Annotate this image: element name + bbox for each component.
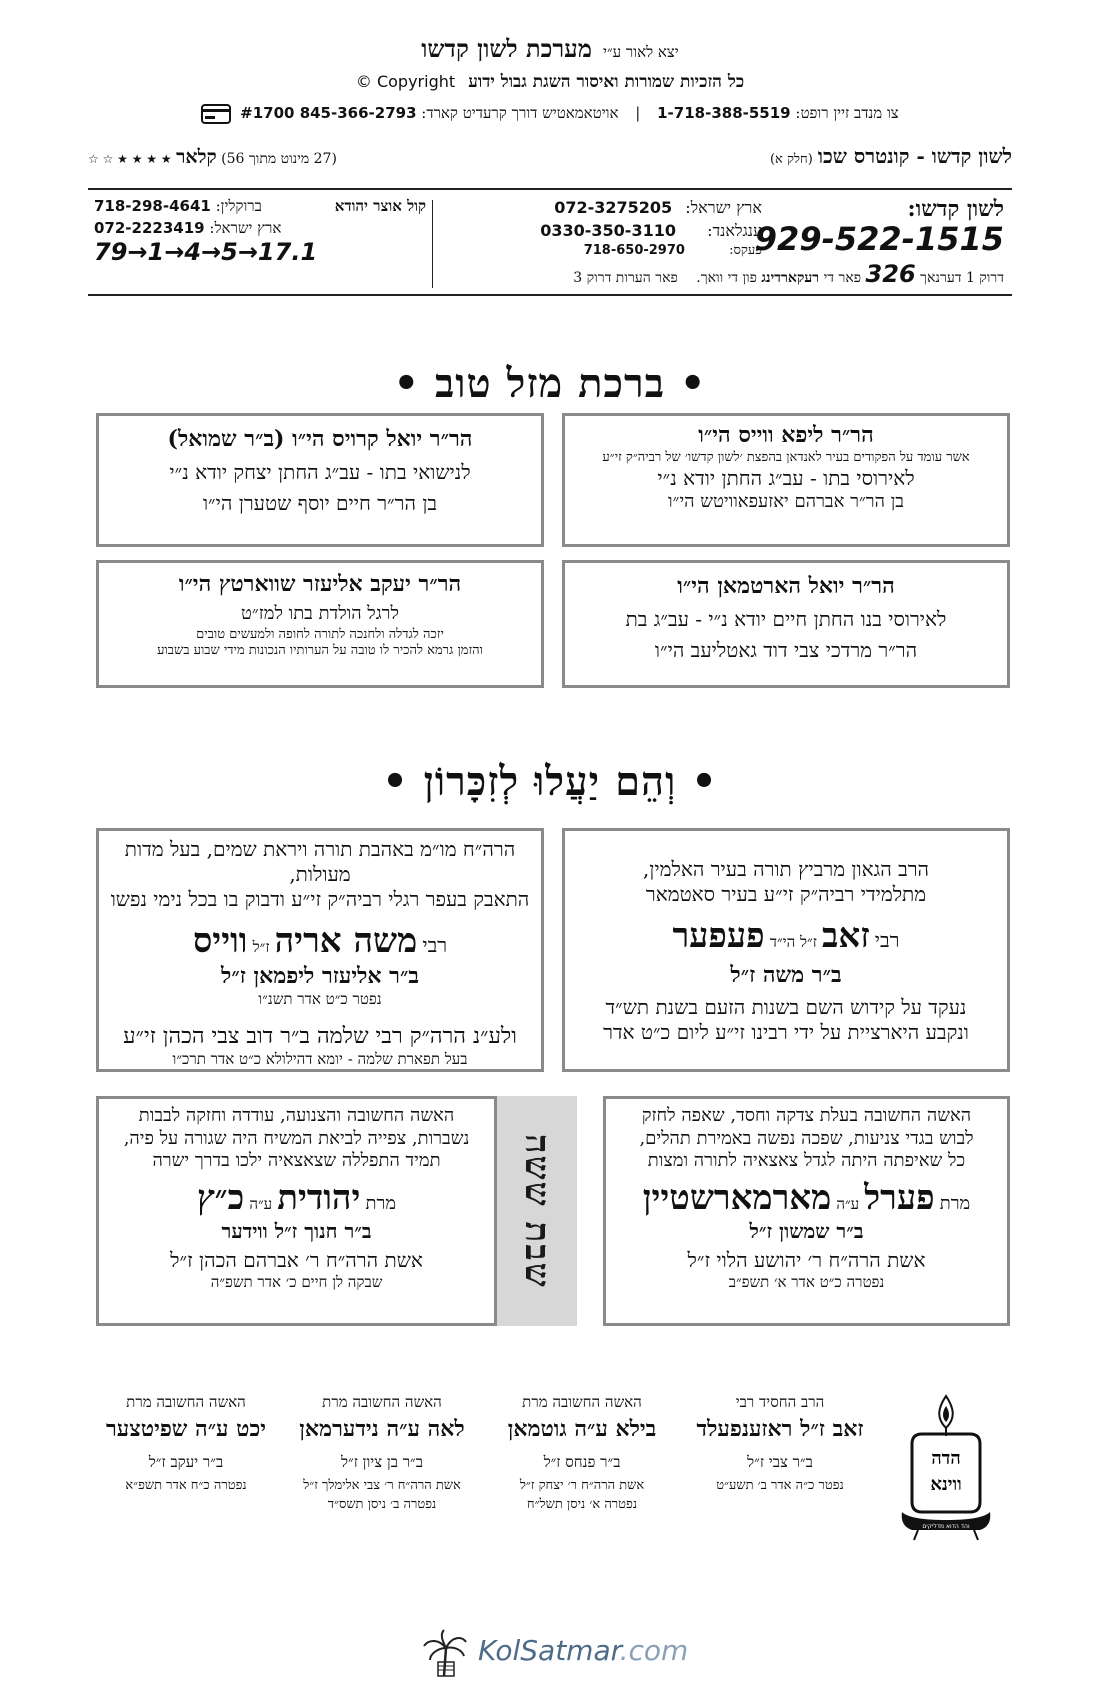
memorial-2-title: רבי	[422, 933, 448, 957]
mini-2-father: ב״ר פנחס ז״ל	[543, 1452, 621, 1471]
regional-numbers	[512, 196, 762, 261]
mini-2-husband: אשת הרה״ח ר׳ יצחק ז״ל	[519, 1478, 645, 1494]
memorial-1-name-line	[565, 915, 1007, 958]
memorial-1-line-6: ונקבע היארציית על ידי רבינו זי״ע ליום כ״ט אדר	[603, 1020, 969, 1044]
header-line-2	[80, 72, 1020, 92]
memorial-1-title: רבי	[874, 928, 900, 952]
duration-label: מינוט מתוך	[248, 151, 310, 167]
palm-tree-icon	[420, 1628, 470, 1678]
mini-1-date: נפטר כ״ה אדר ב׳ תשע״ט	[716, 1478, 844, 1494]
memorial-2-honorific: ז״ל	[252, 938, 270, 956]
memorial-2-father: ב״ר אליעזר ליפמאן ז״ל	[221, 962, 419, 989]
footer-brand-name: KolSatmar	[478, 1634, 620, 1667]
mazal-box-4-thanks: והזמן גרמא להכיר לו טובה על הערותיו הנכונות מידי שבוע בשבוע	[157, 643, 483, 659]
memorial-3-line-1: האשה החשובה בעלת צדקה וחסד, שאפה לחזק	[641, 1105, 972, 1126]
memorial-4-line-2: נשברות, צפייה לביאת המשיח היה שגורה על פיה,	[123, 1127, 470, 1149]
mini-4-line-1: האשה החשובה מרת	[126, 1393, 246, 1411]
memorial-3-first-name: פערל	[864, 1177, 935, 1218]
mini-2-line-1: האשה החשובה מרת	[522, 1393, 642, 1411]
memorial-1-line-2: מתלמידי רביה״ק זי״ע בעיר סאטמאר	[645, 882, 927, 906]
memorial-2-surname: ווייס	[192, 921, 248, 961]
divider	[432, 200, 433, 288]
series-title	[492, 144, 1012, 169]
mini-3-husband: אשת הרה״ח ר׳ צבי אלימלך ז״ל	[303, 1478, 461, 1494]
mini-3-date: נפטרה ב׳ ניסן תשס״ד	[327, 1497, 437, 1513]
mazal-box-4-blessing: יזכה לגדלה ולחנכה לתורה לחופה ולמעשים טובים	[196, 627, 444, 642]
memorial-1-surname: פעפער	[672, 916, 765, 956]
mazal-box-3-event: לאירוסי בנו החתן חיים יודא נ״י - עב״ג בת	[625, 606, 947, 631]
memorial-4-line-1: האשה החשובה והצנועה, עודדה וחזקה לבבות	[138, 1105, 455, 1126]
print-instructions	[434, 260, 1004, 288]
memorial-4-father: ב״ר חנוך ז״ל ווידער	[221, 1219, 372, 1243]
memorial-2-line-2: התאבק בעפר רגלי רביה״ק זי״ע ודבוק בו בכל נימי נפשו	[110, 887, 530, 911]
mini-1-line-1: הרב החסיד רבי	[735, 1393, 825, 1411]
series-title-text: לשון קדשו - קונטרס שכו	[817, 144, 1012, 168]
memorial-1-first-name: זאב	[821, 916, 870, 956]
mini-3-name: לאה ע״ה נידערמאן	[299, 1415, 465, 1442]
memorial-4-husband: אשת הרה״ח ר׳ אברהם הכהן ז״ל	[170, 1248, 423, 1272]
duration-total: 56)	[221, 151, 245, 167]
footer-brand	[478, 1634, 688, 1667]
print-note-2: פאר די	[823, 270, 862, 286]
clarity-label: קלאר	[176, 146, 217, 168]
mazal-box-3-family: הר״ר מרדכי צבי דוד גאטליעב הי״ו	[654, 637, 918, 662]
mazal-box-1	[562, 413, 1010, 547]
brooklyn-phone[interactable]: 718-298-4641	[94, 197, 211, 215]
card-label: אויטאמאטיש דורך קרעדיט קארד:	[421, 104, 619, 122]
mini-entry-3	[292, 1392, 472, 1515]
duration-minutes: (27	[313, 151, 337, 167]
mini-3-father: ב״ר בן ציון ז״ל	[340, 1452, 423, 1471]
clarity-rating	[88, 146, 468, 169]
contact-info-box	[88, 188, 1012, 296]
memorial-1-honorific: ז״ל הי״ד	[769, 933, 817, 951]
vertical-band-text: שבת ששה	[517, 1133, 557, 1289]
mazal-box-2-event: לנישואי בתו - עב״ג החתן יצחק יודא נ״י	[169, 459, 471, 484]
print-note-3: רעקארדינג	[761, 270, 820, 286]
memorial-4-line-3: תמיד התפללה שצאצאיה ילכו בדרך ישרה	[152, 1150, 441, 1171]
candle-top-text: הדה	[931, 1448, 961, 1469]
print-note: דרוק 1 דערנאך	[920, 270, 1004, 286]
memorial-box-pepper	[562, 828, 1010, 1072]
mini-4-father: ב״ר יעקב ז״ל	[148, 1452, 224, 1471]
header-line-1	[80, 34, 1020, 64]
publisher-name: מערכת לשון קדשו	[421, 34, 592, 63]
memorial-3-line-3: כל שאיפתה היתה לגדל צאצאיה לתורה ומצות	[647, 1150, 966, 1171]
kol-israel-label: ארץ ישראל:	[209, 218, 282, 237]
header-line-3: צו מנדב זיין רופט: 1-718-388-5519 | אויטאמאטיש דורך קרעדיט קארד: 845-366-2793 #1700	[80, 104, 1020, 124]
memorial-2-first-name: משה אריה	[274, 921, 418, 961]
uk-label: ענגלאנד:	[707, 221, 762, 241]
print-number[interactable]: 326	[865, 260, 916, 288]
fax-label: פעקס:	[729, 243, 762, 259]
memorial-3-date: נפטרה כ״ט אדר א׳ תשפ״ב	[728, 1273, 885, 1291]
vertical-band	[497, 1096, 577, 1326]
memorial-1-father: ב״ר משה ז״ל	[730, 961, 842, 988]
memorial-3-line-2: לבוש בגדי צניעות, שפכה נפשה באמירת תהלים,	[639, 1127, 974, 1149]
kol-israel-phone[interactable]: 072-2223419	[94, 218, 205, 237]
footer-brand-tld: .com	[619, 1634, 689, 1667]
mini-entry-4	[96, 1392, 276, 1496]
print-note-4: פון די וואך.	[696, 270, 757, 286]
mini-2-date: נפטרה א׳ ניסן תשל״ח	[526, 1497, 638, 1513]
memorial-4-first-name: יהודית	[277, 1177, 361, 1218]
memorial-heading: • וְהֵם יַעֲלוּ לְזִכָּרוֹן •	[382, 758, 718, 805]
memorial-box-weiss	[96, 828, 544, 1072]
memorial-4-surname: כ״ץ	[196, 1177, 245, 1218]
mazal-box-4	[96, 560, 544, 688]
copyright-notice: Copyright ©	[355, 72, 456, 91]
memorial-3-title: מרת	[939, 1192, 971, 1214]
memorial-candle-logo	[898, 1394, 994, 1542]
donate-phone[interactable]: 1-718-388-5519	[657, 104, 791, 122]
memorial-4-title: מרת	[365, 1192, 397, 1214]
brooklyn-label: ברוקלין:	[215, 197, 262, 215]
mazal-box-1-name: הר״ר ליפא ווייס הי״ו	[698, 422, 874, 448]
credit-card-icon	[201, 104, 231, 124]
card-phone[interactable]: 845-366-2793 #1700	[240, 104, 417, 122]
fax-phone[interactable]: 718-650-2970	[583, 243, 685, 259]
mini-4-name: יכט ע״ה שפיטצער	[106, 1415, 266, 1442]
candle-ribbon-text: והד הדוא מדליקים	[922, 1523, 970, 1530]
mazal-box-1-desc: אשר עומד על הפקודים בעיר לאנדאן בהפצת ׳לשון קדשו׳ של רביה״ק זי״ע	[602, 449, 970, 465]
israel-label: ארץ ישראל:	[685, 198, 762, 217]
memorial-3-surname: מארמארשטיין	[642, 1177, 832, 1218]
kolsatmar-logo[interactable]	[420, 1628, 710, 1678]
mini-1-name: זאב ז״ל ראזענפעלד	[696, 1415, 864, 1442]
print-note-5: פאר הערות דרוק 3	[573, 270, 678, 286]
mazal-box-4-event: לרגל הולדת בתו למז״ט	[241, 602, 399, 624]
mazal-box-2-name: הר״ר יואל קרויס הי״ו (ב״ר שמואל)	[167, 426, 473, 452]
lashon-kodsho-hotline	[754, 196, 1004, 258]
memorial-3-father: ב״ר שמשון ז״ל	[749, 1219, 864, 1243]
memorial-2-line-7: בעל תפארת שלמה - יומא דהילולא כ״ט אדר תרכ״ו	[172, 1050, 468, 1069]
donate-phone-label: צו מנדב זיין רופט:	[795, 104, 899, 122]
memorial-box-marmarstein	[603, 1096, 1010, 1326]
mini-4-date: נפטרה כ״ח אדר תשפ״א	[125, 1478, 247, 1494]
phone-menu-path[interactable]: 79→1→4→5→17.1	[94, 237, 318, 266]
mazal-box-2-family: בן הר״ר חיים יוסף שטערן הי״ו	[202, 490, 438, 515]
mazal-box-2	[96, 413, 544, 547]
memorial-3-name-line	[606, 1177, 1007, 1220]
kol-otzar-box	[94, 196, 426, 266]
mini-entry-1	[690, 1392, 870, 1496]
memorial-2-date: נפטר כ״ט אדר תשנ״ו	[258, 990, 382, 1008]
mazal-box-4-name: הר״ר יעקב אליעזר שווארטץ הי״ו	[178, 571, 462, 597]
candle-bottom-text: ווינא	[930, 1474, 962, 1495]
hotline-title: לשון קדשו:	[907, 196, 1004, 222]
mazal-box-3	[562, 560, 1010, 688]
publisher-small: יצא לאור ע״י	[603, 43, 679, 61]
series-part: (חלק א)	[769, 152, 813, 167]
mazal-box-3-name: הר״ר יואל הארטמאן הי״ו	[677, 573, 895, 599]
memorial-1-line-5: נעקד על קידוש השם בשנות הזעם בשנת תש״ד	[605, 995, 967, 1019]
memorial-3-honorific: ע״ה	[836, 1194, 860, 1213]
israel-phone[interactable]: 072-3275205	[554, 198, 673, 217]
memorial-2-line-1: הרה״ח מו״מ באהבת תורה ויראת שמים, בעל מדות מעולות,	[124, 837, 516, 886]
memorial-1-line-1: הרב הגאון מרביץ תורה בעיר האלמין,	[642, 857, 930, 881]
memorial-box-katz	[96, 1096, 497, 1326]
mazal-box-1-family: בן הר״ר אברהם יאזעפאוויטש הי״ו	[668, 490, 904, 512]
mazal-box-1-event: לאירוסי בתו - עב״ג החתן יודא נ״י	[657, 465, 915, 490]
memorial-4-name-line	[99, 1177, 494, 1220]
hotline-phone[interactable]: 929-522-1515	[754, 220, 1004, 258]
stars-icon: ★ ★ ★ ★ ☆ ☆	[88, 152, 172, 166]
uk-phone[interactable]: 0330-350-3110	[540, 221, 676, 241]
memorial-4-date: שבקה לן חיים כ׳ אדר תשפ״ה	[210, 1273, 383, 1291]
mini-entry-2	[492, 1392, 672, 1515]
rights-notice: כל הזכיות שמורות ואיסור השגת גבול ידוע	[468, 72, 745, 92]
mini-3-line-1: האשה החשובה מרת	[322, 1393, 442, 1411]
mini-2-name: בילא ע״ה גוטמאן	[507, 1415, 657, 1442]
kol-title: קול אוצר יהודא	[334, 197, 426, 215]
mini-1-father: ב״ר צבי ז״ל	[747, 1452, 813, 1471]
memorial-4-honorific: ע״ה	[249, 1194, 273, 1213]
memorial-3-husband: אשת הרה״ח ר׳ יהושע הלוי ז״ל	[687, 1248, 926, 1272]
memorial-2-name-line	[99, 920, 541, 963]
mazal-tov-heading: • ברכת מזל טוב •	[393, 360, 707, 407]
memorial-2-line-6: ולע״נ הרה״ק רבי שלמה ב״ר דוב צבי הכהן זי״ע	[123, 1023, 517, 1049]
